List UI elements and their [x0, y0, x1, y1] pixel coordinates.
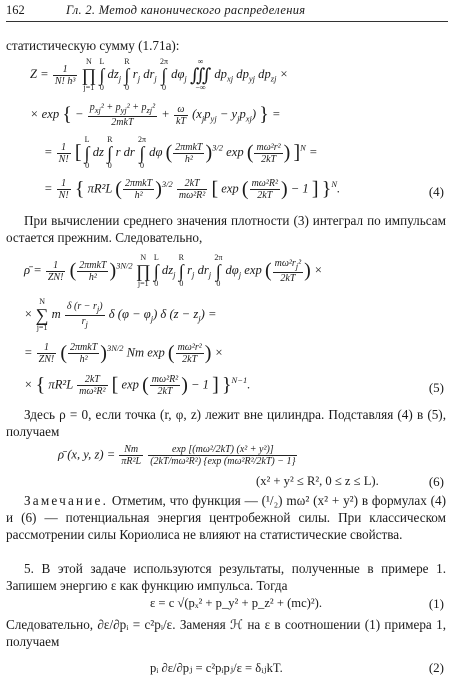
- intro-line: статистическую сумму (1.71а):: [6, 38, 180, 53]
- equation-z-line4: = $\frac{1}{N!}$ { πR²L ( $\frac{\text{2πmkT}}{\text{h²}}$ )$^{3/2}$ $\frac{2kT}{\text{mω²R²}}$ [ exp ( $\frac{\text{mω²R²}}{2kT}$ ) − 1 ] }$^N$.: [44, 178, 341, 201]
- equation-rho-line1: ρ̄ = $\frac{1}{ZN!}$ ( $\frac{\text{2πmkT}}{\text{h²}}$ )$^{3N/2}$ N ∏ j=1 L ∫ 0 $dz_j$ R ∫ 0 $r_j$ $dr_j$ 2π ∫ 0 $d\varphi_j$ exp ( $\frac{m\omega^2r_j^2}{2kT}$ ) ×: [24, 253, 323, 288]
- paragraph-substitution: Здесь ρ = 0, если точка (r, φ, z) лежит вне цилиндра. Подставляя (4) в (5), получаем: [6, 407, 446, 439]
- equation-rho-line4: × { πR²L $\frac{2kT}{\text{mω²R²}}$ [ exp ( $\frac{\text{mω²R²}}{2kT}$ ) − 1 ] }$^{N-1}$.: [24, 374, 251, 397]
- paragraph-problem-5: 5. В этой задаче используются результаты, полученные в примере 1. Запишем энергию ε как функцию импульса. Тогда: [6, 561, 446, 593]
- equation-6: ρ̄ (x, y, z) = $\frac{Nm}{\text{πR²L}}$ $\frac{\text{exp [(mω²/2kT) (x² + y²)]}}{\text{(2kT/mω²R²) \{exp (mω²R²/2kT) − 1\}}}$: [58, 444, 296, 467]
- equation-z-line2: × exp { − $\frac{p_{xj}^2 + p_{yj}^2 + p_{zj}^2}{\text{2mkT}}$ + $\frac{\omega}{kT}$ $(x_jp_{yj} - y_jp_{xj})$ } =: [30, 102, 281, 128]
- equation-number-4: (4): [428, 184, 444, 199]
- equation-number-5: (5): [428, 380, 444, 395]
- equation-6-condition: (x² + y² ≤ R², 0 ≤ z ≤ L).: [256, 474, 379, 488]
- equation-z-line1: Z = $\frac{1}{\text{N! h³}}$ N ∏ j=1 L ∫ 0 $dz_j$ R ∫ 0 $r_j$ $dr_j$ 2π ∫ 0 $d\varphi_j$ ∞ ∭ −∞ $dp_{xj}$ $dp_{yj}$ $dp_{zj}$ ×: [30, 57, 289, 92]
- remark-text: Отметим, что функция — (¹/₂) mω² (x² + y²) в формулах (4) и (6) — потенциальная энергия центробежной силы. При классическом рассмотрении силы Кориолиса не влияют на статистические свойства.: [6, 493, 446, 542]
- equation-rho-line2: × N ∑ j=1 m $\frac{\delta (r - r_j)}{r_j}$ δ $(\varphi - \varphi_j)$ δ $(z - z_j)$ =: [24, 297, 217, 332]
- running-title: Гл. 2. Метод канонического распределения: [66, 3, 306, 17]
- remark-label: Замечание.: [24, 493, 109, 508]
- equation-number-1: (1): [428, 596, 444, 611]
- paragraph-derivative: Следовательно, ∂ε/∂pᵢ = c²pᵢ/ε. Заменяя ℋ на ε в соотношении (1) примера 1, получаем: [6, 617, 446, 649]
- remark-paragraph: [6, 492, 446, 543]
- equation-number-2: (2): [428, 660, 444, 675]
- equation-z-line3: = $\frac{1}{N!}$ [ L ∫ 0 dz R ∫ 0 r dr 2π ∫ 0 dφ ( $\frac{\text{2πmkT}}{\text{h²}}$ )$^{3/2}$ exp ( $\frac{\text{mω²r²}}{2kT}$ ) ]$^N$ =: [44, 135, 318, 170]
- equation-rho-line3: = $\frac{1}{ZN!}$ ( $\frac{\text{2πmkT}}{\text{h²}}$ )$^{3N/2}$ Nm exp ( $\frac{\text{mω²r²}}{2kT}$ ) ×: [24, 342, 224, 365]
- equation-2: pᵢ ∂ε/∂pⱼ = c²pᵢpⱼ/ε = δᵢⱼkT.: [150, 661, 283, 675]
- equation-number-6: (6): [428, 474, 444, 489]
- paragraph-density: При вычислении среднего значения плотности (3) интеграл по импульсам остается прежним. Следовательно,: [6, 213, 446, 245]
- equation-1: ε = c √(pₓ² + p_y² + p_z² + (mc)²).: [150, 596, 322, 610]
- running-header: [6, 3, 448, 19]
- header-rule: [6, 21, 448, 22]
- page-number: 162: [6, 3, 25, 17]
